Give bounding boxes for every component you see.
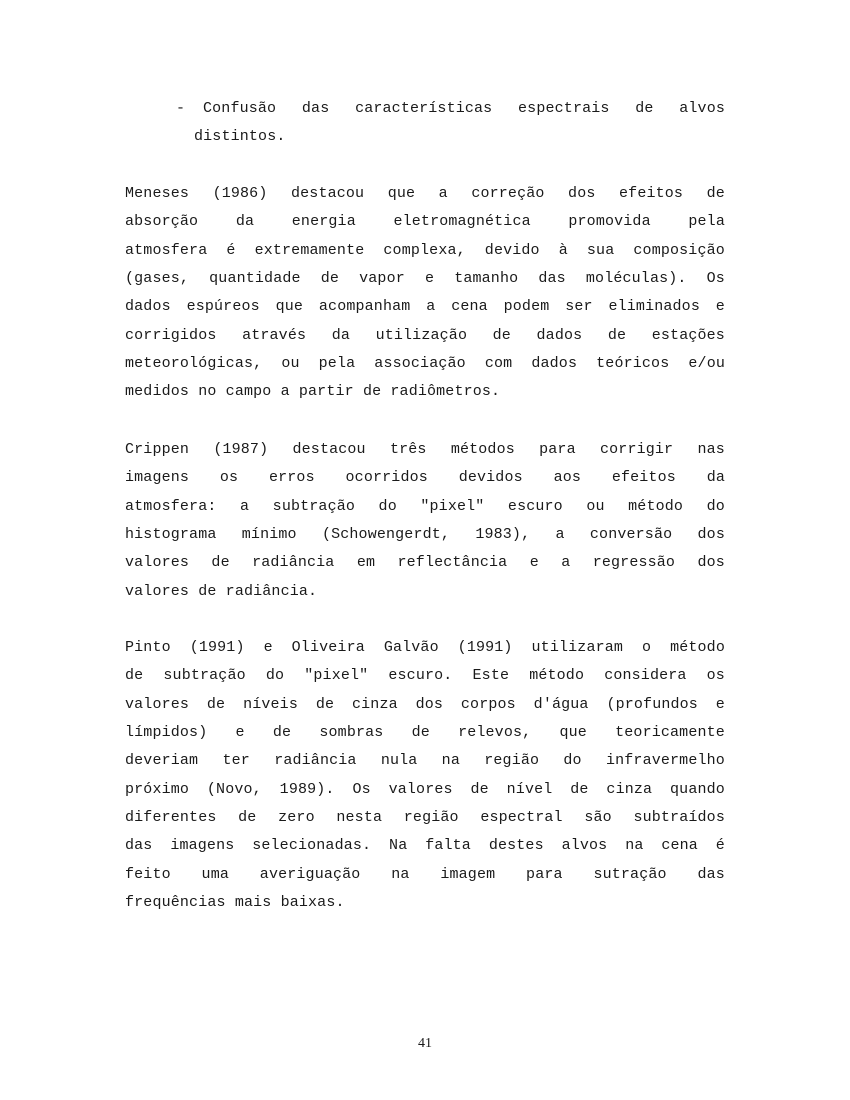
word: do xyxy=(265,667,285,685)
word: na xyxy=(625,837,644,855)
word: das xyxy=(697,865,725,883)
word: Na xyxy=(389,837,408,855)
word: que xyxy=(275,298,304,316)
word: de xyxy=(315,695,335,713)
word: devidos xyxy=(458,469,523,487)
word: reflectância xyxy=(397,554,508,572)
word: feito xyxy=(125,865,171,883)
word: regressão xyxy=(592,554,676,572)
text-line xyxy=(125,526,725,544)
word: (1991) xyxy=(189,639,245,656)
word: método xyxy=(670,639,725,656)
text-line xyxy=(125,752,725,770)
word: conversão xyxy=(589,526,673,544)
word: pela xyxy=(318,355,356,373)
word: associação xyxy=(374,355,466,373)
word: (1987) xyxy=(213,441,269,458)
word: do xyxy=(378,497,397,515)
text-line xyxy=(125,270,725,288)
word: a xyxy=(555,526,565,544)
word: da xyxy=(706,469,725,487)
text-line xyxy=(125,667,725,685)
word: os xyxy=(706,667,725,685)
word: características xyxy=(355,100,493,117)
word: 1983), xyxy=(475,526,531,544)
word: "pixel" xyxy=(304,667,369,685)
text-line xyxy=(125,498,725,516)
word: de xyxy=(211,554,230,572)
word: vapor xyxy=(359,270,405,288)
word: nula xyxy=(380,752,418,770)
word: região xyxy=(403,809,459,827)
word: 1989). xyxy=(279,780,335,798)
word: na xyxy=(441,752,460,770)
word: de xyxy=(206,695,226,713)
word: eliminados xyxy=(608,298,700,316)
word: relevos, xyxy=(458,724,532,742)
word: destacou xyxy=(290,185,365,202)
word: são xyxy=(584,809,612,827)
word: quantidade xyxy=(209,270,301,288)
page-number: 41 xyxy=(418,1036,432,1051)
word: das xyxy=(125,837,153,855)
word: que xyxy=(387,185,416,202)
word: deveriam xyxy=(125,752,199,770)
word: tamanho xyxy=(454,270,519,288)
word: dos xyxy=(697,526,725,544)
word: e xyxy=(529,554,539,572)
word: histograma xyxy=(125,526,217,544)
text-line xyxy=(125,469,725,487)
word: radiância xyxy=(274,752,357,770)
word: métodos xyxy=(450,441,515,458)
word: atmosfera xyxy=(125,241,208,259)
word: que xyxy=(559,724,587,742)
word: do xyxy=(563,752,582,770)
text-line xyxy=(125,639,725,657)
bullet-line-1 xyxy=(203,100,725,118)
word: d'água xyxy=(533,695,589,713)
word: com xyxy=(484,355,513,373)
word: devido xyxy=(484,241,540,259)
word: imagens xyxy=(170,837,235,855)
word: "pixel" xyxy=(420,497,485,515)
word: espectrais xyxy=(518,100,610,117)
word: cena xyxy=(451,298,488,316)
word: e xyxy=(263,639,273,656)
word: corpos xyxy=(460,695,516,713)
text-line xyxy=(125,866,725,884)
word: límpidos) xyxy=(125,724,208,742)
word: aos xyxy=(553,469,582,487)
text-line xyxy=(125,355,725,373)
word: ou xyxy=(586,497,605,515)
word: (profundos xyxy=(606,695,698,713)
word: valores xyxy=(125,554,190,572)
word: Crippen xyxy=(125,441,190,458)
word: absorção xyxy=(125,213,199,231)
word: imagem xyxy=(440,865,496,883)
word: mínimo xyxy=(241,526,297,544)
text-line-last: valores de radiância. xyxy=(125,582,318,600)
word: de xyxy=(492,326,511,344)
text-line xyxy=(125,696,725,714)
word: subtraídos xyxy=(633,809,725,827)
word: teoricamente xyxy=(615,724,725,742)
word: ou xyxy=(281,355,300,373)
word: os xyxy=(219,469,239,487)
word: o xyxy=(641,639,652,656)
word: método xyxy=(529,667,585,685)
word: meteorológicas, xyxy=(125,355,263,373)
word: a xyxy=(426,298,436,316)
word: alvos xyxy=(679,100,725,117)
word: pela xyxy=(688,213,725,231)
word: níveis xyxy=(243,695,298,713)
word: destacou xyxy=(292,441,366,458)
word: para xyxy=(539,441,576,458)
text-line xyxy=(125,724,725,742)
word: cena xyxy=(661,837,698,855)
word: considera xyxy=(604,667,687,685)
bullet-marker: - xyxy=(176,100,186,117)
word: destes xyxy=(488,837,544,855)
word: ocorridos xyxy=(345,469,428,487)
word: a xyxy=(561,554,571,572)
word: e/ou xyxy=(688,355,725,373)
word: na xyxy=(391,865,410,883)
word: dos xyxy=(568,185,596,202)
word: de xyxy=(320,270,340,288)
word: uma xyxy=(201,865,230,883)
word: corrigidos xyxy=(125,326,217,344)
word: para xyxy=(526,865,563,883)
word: Pinto xyxy=(125,639,171,656)
word: teóricos xyxy=(596,355,670,373)
text-line xyxy=(125,781,725,799)
word: nível xyxy=(506,780,553,798)
word: falta xyxy=(425,837,471,855)
word: da xyxy=(331,326,351,344)
word: quando xyxy=(670,780,725,798)
text-line xyxy=(125,185,725,203)
word: eletromagnética xyxy=(393,213,531,231)
word: selecionadas. xyxy=(252,837,372,855)
text-line-last: frequências mais baixas. xyxy=(125,894,345,912)
word: subtração xyxy=(272,497,356,515)
bullet-line-2: distintos. xyxy=(194,128,286,145)
word: de xyxy=(272,724,292,742)
word: ser xyxy=(565,298,593,316)
word: ter xyxy=(222,752,250,770)
word: (gases, xyxy=(125,270,190,288)
text-line xyxy=(125,327,725,345)
word: zero xyxy=(278,809,315,827)
word: é xyxy=(226,241,236,259)
word: (Novo, xyxy=(206,780,262,798)
word: de xyxy=(635,100,654,117)
word: à xyxy=(558,241,568,259)
word: sombras xyxy=(319,724,384,742)
word: Este xyxy=(472,667,510,685)
word: acompanham xyxy=(318,298,411,316)
word: espectral xyxy=(480,809,563,827)
word: (Schowengerdt, xyxy=(321,526,451,544)
word: das xyxy=(538,270,566,288)
word: de xyxy=(125,667,144,685)
word: através xyxy=(242,326,307,344)
text-line xyxy=(125,441,725,459)
word: dos xyxy=(697,554,725,572)
word: podem xyxy=(503,298,550,316)
word: em xyxy=(356,554,376,572)
word: Galvão xyxy=(383,639,439,656)
word: de xyxy=(470,780,489,798)
word: próximo xyxy=(125,780,190,798)
word: Oliveira xyxy=(291,639,365,656)
word: região xyxy=(484,752,540,770)
word: dados xyxy=(125,298,171,316)
word: dos xyxy=(415,695,444,713)
word: do xyxy=(706,497,725,515)
word: e xyxy=(715,695,725,713)
word: cinza xyxy=(606,780,653,798)
word: radiância xyxy=(252,554,335,572)
word: estações xyxy=(651,326,725,344)
word: sutração xyxy=(593,865,667,883)
word: moléculas). xyxy=(585,270,687,288)
word: escuro xyxy=(507,497,563,515)
word: cinza xyxy=(351,695,398,713)
word: três xyxy=(389,441,427,458)
word: Os xyxy=(352,780,371,798)
text-line xyxy=(125,298,725,316)
word: espúreos xyxy=(186,298,260,316)
word: correção xyxy=(471,185,545,202)
word: erros xyxy=(268,469,315,487)
word: composição xyxy=(633,241,725,259)
word: Confusão xyxy=(203,100,277,117)
word: a xyxy=(438,185,448,202)
text-line xyxy=(125,554,725,572)
word: utilizaram xyxy=(531,639,624,656)
word: é xyxy=(715,837,725,855)
word: efeitos xyxy=(611,469,676,487)
word: Meneses xyxy=(125,185,190,202)
word: subtração xyxy=(163,667,246,685)
word: de xyxy=(238,809,257,827)
word: averiguação xyxy=(259,865,361,883)
text-line xyxy=(125,809,725,827)
word: dados xyxy=(531,355,578,373)
word: método xyxy=(628,497,684,515)
word: promovida xyxy=(568,213,651,231)
word: da xyxy=(235,213,255,231)
word: nesta xyxy=(336,809,383,827)
word: e xyxy=(235,724,245,742)
word: de xyxy=(706,185,725,202)
word: complexa, xyxy=(383,241,466,259)
word: valores xyxy=(125,695,190,713)
text-line xyxy=(125,242,725,260)
word: escuro. xyxy=(388,667,453,685)
word: (1991) xyxy=(457,639,513,656)
word: dados xyxy=(536,326,583,344)
word: corrigir xyxy=(599,441,674,458)
word: de xyxy=(607,326,627,344)
word: nas xyxy=(697,441,725,458)
word: energia xyxy=(291,213,356,231)
word: infravermelho xyxy=(605,752,725,770)
word: a xyxy=(240,497,250,515)
word: (1986) xyxy=(212,185,268,202)
word: utilização xyxy=(375,326,468,344)
word: de xyxy=(570,780,589,798)
word: efeitos xyxy=(619,185,684,202)
word: atmosfera: xyxy=(125,497,217,515)
word: imagens xyxy=(125,469,190,487)
word: e xyxy=(424,270,435,288)
word: de xyxy=(411,724,430,742)
text-line xyxy=(125,837,725,855)
text-line xyxy=(125,213,725,231)
word: sua xyxy=(586,241,615,259)
text-line-last: medidos no campo a partir de radiômetros. xyxy=(125,383,501,401)
word: das xyxy=(301,100,330,117)
word: diferentes xyxy=(125,809,217,827)
word: valores xyxy=(388,780,453,798)
word: e xyxy=(715,298,725,316)
word: extremamente xyxy=(254,241,365,259)
word: Os xyxy=(706,270,725,288)
word: alvos xyxy=(561,837,608,855)
